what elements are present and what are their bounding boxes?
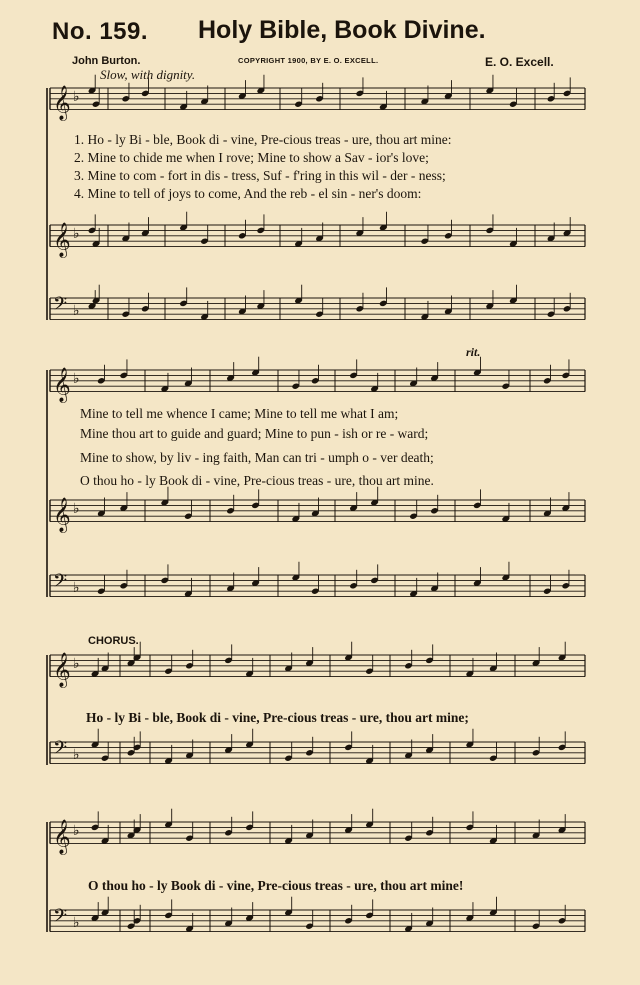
tempo-marking: Slow, with dignity.	[100, 67, 196, 82]
bass-clef-icon: 𝄢	[53, 906, 68, 931]
treble-clef-icon: 𝄞	[53, 367, 71, 403]
verse-line-4a: 4. Mine to tell of joys to come, And the reb - el sin - ner's doom:	[74, 186, 422, 201]
flat-icon: ♭	[73, 303, 80, 319]
treble-clef-icon: 𝄞	[53, 222, 71, 258]
flat-icon: ♭	[73, 656, 80, 672]
treble-clef-icon: 𝄞	[53, 819, 71, 855]
hymn-title: Holy Bible, Book Divine.	[198, 16, 486, 44]
bass-clef-icon: 𝄢	[53, 738, 68, 763]
copyright-notice: COPYRIGHT 1900, BY E. O. EXCELL.	[238, 56, 379, 65]
chorus-label: CHORUS.	[88, 635, 139, 647]
treble-clef-icon: 𝄞	[53, 497, 71, 533]
author-credit: John Burton.	[72, 55, 141, 67]
ritardando-marking: rit.	[466, 345, 481, 359]
bass-clef-icon: 𝄢	[53, 571, 68, 596]
flat-icon: ♭	[73, 371, 80, 387]
verse-line-2b: Mine thou art to guide and guard; Mine to pun - ish or re - ward;	[80, 426, 429, 441]
chorus-line-2: O thou ho - ly Book di - vine, Pre-cious treas - ure, thou art mine!	[88, 878, 464, 893]
verse-line-1b: Mine to tell me whence I came; Mine to tell me what I am;	[80, 406, 399, 421]
verse-line-1a: 1. Ho - ly Bi - ble, Book di - vine, Pre-cious treas - ure, thou art mine:	[74, 132, 452, 147]
flat-icon: ♭	[73, 501, 80, 517]
hymn-number: No. 159.	[52, 18, 149, 45]
flat-icon: ♭	[73, 823, 80, 839]
flat-icon: ♭	[73, 580, 80, 596]
verse-line-4b: O thou ho - ly Book di - vine, Pre-cious treas - ure, thou art mine.	[80, 473, 434, 488]
verse-line-2a: 2. Mine to chide me when I rove; Mine to show a Sav - ior's love;	[74, 150, 429, 165]
treble-clef-icon: 𝄞	[53, 85, 71, 121]
verse-line-3a: 3. Mine to com - fort in dis - tress, Suf - f'ring in this wil - der - ness;	[74, 168, 446, 183]
verse-line-3b: Mine to show, by liv - ing faith, Man can tri - umph o - ver death;	[80, 450, 434, 465]
treble-clef-icon: 𝄞	[53, 652, 71, 688]
bass-clef-icon: 𝄢	[53, 294, 68, 319]
flat-icon: ♭	[73, 747, 80, 763]
chorus-line-1: Ho - ly Bi - ble, Book di - vine, Pre-cious treas - ure, thou art mine;	[86, 710, 469, 725]
composer-credit: E. O. Excell.	[485, 55, 554, 69]
flat-icon: ♭	[73, 89, 80, 105]
flat-icon: ♭	[73, 226, 80, 242]
flat-icon: ♭	[73, 915, 80, 931]
